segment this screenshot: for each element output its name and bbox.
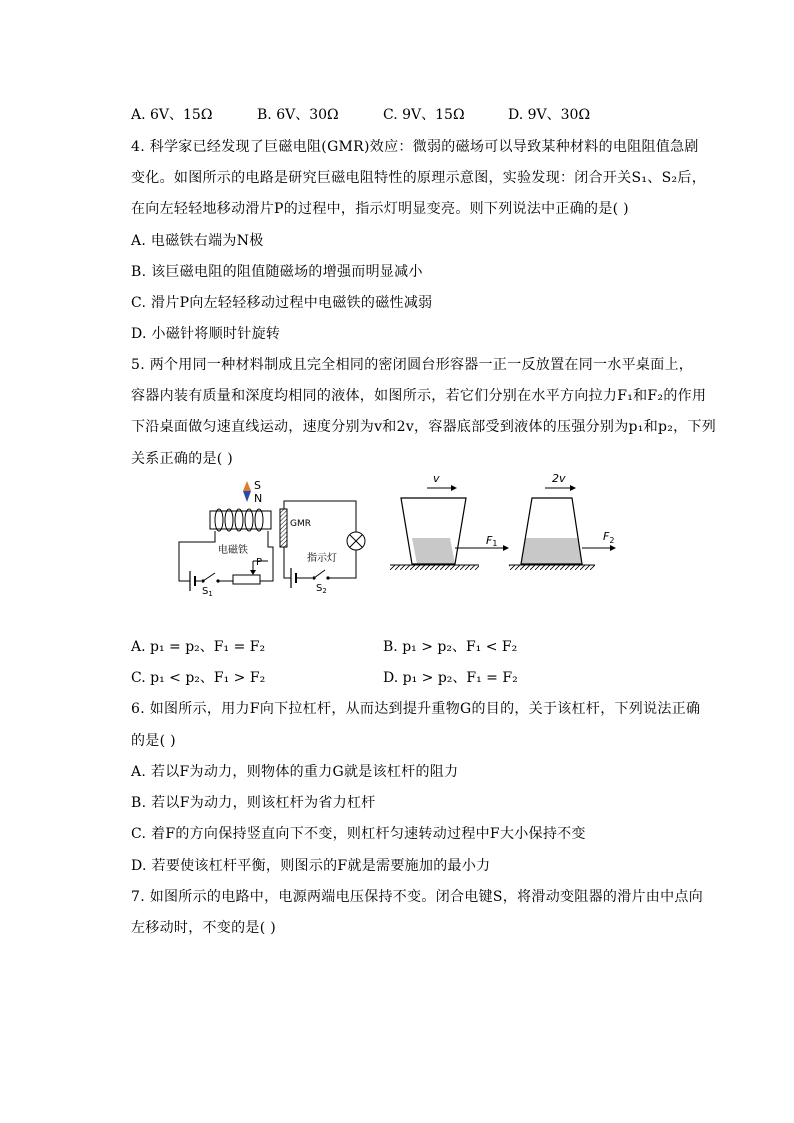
q4-option-d: D. 小磁针将顺时针旋转 [131, 326, 281, 342]
q4-option-b: B. 该巨磁电阻的阻值随磁场的增强而明显减小 [131, 264, 423, 280]
switch-2-contact-right [326, 576, 329, 579]
switch-1-label: $S_1$ [202, 586, 213, 598]
q6-option-d: D. 若要使该杠杆平衡，则图示的F就是需要施加的最小力 [131, 858, 491, 874]
rheostat-resistor [233, 575, 260, 584]
compass-needle-north [243, 491, 251, 502]
q6-option-b: B. 若以F为动力，则该杠杆为省力杠杆 [131, 795, 376, 811]
electromagnet-coil [215, 509, 263, 531]
q6-option-c: C. 着F的方向保持竖直向下不变，则杠杆匀速转动过程中F大小保持不变 [131, 826, 586, 842]
q5-stem-line-4: 关系正确的是( ) [131, 451, 234, 467]
indicator-lamp-label: 指示灯 [307, 553, 337, 564]
q5-stem-line-3: 下沿桌面做匀速直线运动，速度分别为v和2v，容器底部受到液体的压强分别为p₁和p₂，下列 [131, 419, 717, 435]
q5-stem-line-2: 容器内装有质量和深度均相同的液体，如图所示，若它们分别在水平方向拉力F₁和F₂的作用 [131, 388, 707, 404]
q6-stem-line-2: 的是( ) [131, 733, 176, 749]
velocity-1-label: v [433, 472, 440, 485]
container-1-liquid [412, 538, 455, 564]
q7-stem-line-2: 左移动时，不变的是( ) [131, 920, 276, 936]
q6-option-a: A. 若以F为动力，则物体的重力G就是该杠杆的阻力 [131, 764, 459, 780]
q6-stem-line-1: 6. 如图所示，用力F向下拉杠杆，从而达到提升重物G的目的，关于该杠杆，下列说法正确 [131, 701, 701, 717]
q4-option-a: A. 电磁铁右端为N极 [131, 233, 264, 249]
compass-n-label: N [254, 492, 263, 505]
gmr-element [280, 509, 287, 547]
q4-stem-line-2: 变化。如图所示的电路是研究巨磁电阻特性的原理示意图，实验发现：闭合开关S₁、S₂后， [131, 170, 707, 186]
containers-figure [385, 470, 600, 580]
q5-option-d: D. p₁ > p₂、F₁ = F₂ [383, 670, 518, 686]
q7-stem-line-1: 7. 如图所示的电路中，电源两端电压保持不变。闭合电键S，将滑动变阻器的滑片由中点向 [131, 889, 703, 905]
q5-option-b: B. p₁ > p₂、F₁ < F₂ [383, 639, 518, 655]
q3-option-b: B. 6V、30Ω [257, 107, 339, 123]
switch-1-blade [203, 573, 215, 581]
switch-2-blade [314, 570, 325, 578]
electromagnet-label: 电磁铁 [218, 545, 248, 556]
container-2-liquid [521, 538, 582, 564]
left-circuit-wire-right [260, 531, 273, 581]
force-1-label: F1 [486, 534, 498, 548]
q4-stem-line-1: 4. 科学家已经发现了巨磁电阻(GMR)效应：微弱的磁场可以导致某种材料的电阻阻值急剧 [131, 139, 699, 155]
q4-option-c: C. 滑片P向左轻轻移动过程中电磁铁的磁性减弱 [131, 295, 433, 311]
gmr-circuit-figure [165, 475, 380, 600]
q5-option-a: A. p₁ = p₂、F₁ = F₂ [131, 639, 266, 655]
q4-stem-line-3: 在向左轻轻地移动滑片P的过程中，指示灯明显变亮。则下列说法中正确的是( ) [131, 201, 629, 217]
compass-s-label: S [254, 479, 261, 492]
q5-option-c: C. p₁ < p₂、F₁ > F₂ [131, 670, 266, 686]
compass-needle-south [243, 481, 251, 491]
force-2-label-visible: $F_2$ [603, 530, 615, 546]
gmr-label: GMR [290, 519, 311, 529]
q3-option-c: C. 9V、15Ω [383, 107, 465, 123]
slider-p-label: P [256, 557, 263, 568]
left-circuit-wire [179, 531, 215, 581]
q5-stem-line-1: 5. 两个用同一种材料制成且完全相同的密闭圆台形容器一正一反放置在同一水平桌面上， [131, 357, 694, 373]
switch-2-label: $S_2$ [316, 583, 327, 595]
velocity-2-label: 2v [552, 472, 566, 485]
q3-option-d: D. 9V、30Ω [508, 107, 591, 123]
q3-option-a: A. 6V、15Ω [131, 107, 213, 123]
